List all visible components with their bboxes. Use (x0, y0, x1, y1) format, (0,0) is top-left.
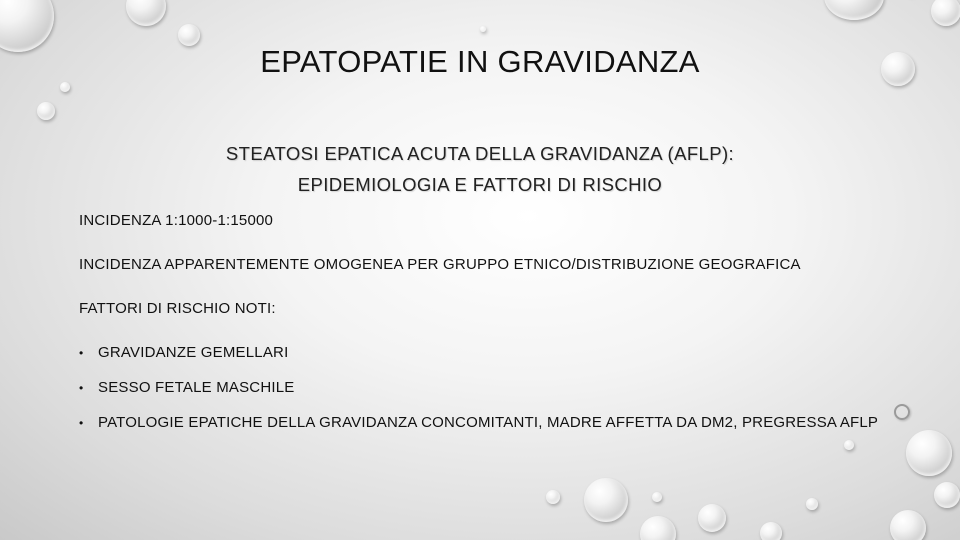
bullet-icon: • (79, 416, 84, 430)
list-item (79, 340, 899, 366)
water-drop-icon (480, 26, 486, 32)
water-drop-icon (584, 478, 628, 522)
slide-body (79, 208, 899, 445)
list-item (79, 375, 899, 401)
water-drop-icon (652, 492, 662, 502)
water-drop-icon (934, 482, 960, 508)
water-drop-icon (890, 510, 926, 540)
subtitle-line: STEATOSI EPATICA ACUTA DELLA GRAVIDANZA (AFLP): (225, 143, 735, 164)
water-drop-icon (640, 516, 676, 540)
water-drop-icon (698, 504, 726, 532)
slide-title: EPATOPATIE IN GRAVIDANZA (260, 44, 700, 79)
water-drop-icon (37, 102, 55, 120)
water-drop-icon (906, 430, 952, 476)
list-item-text: PATOLOGIE EPATICHE DELLA GRAVIDANZA CONCOMITANTI, MADRE AFFETTA DA DM2, PREGRESSA AFLP (98, 414, 879, 431)
water-drop-icon (178, 24, 200, 46)
list-item-text: SESSO FETALE MASCHILE (98, 379, 295, 396)
water-drop-icon (760, 522, 782, 540)
risk-factors-heading: FATTORI DI RISCHIO NOTI: (79, 300, 276, 317)
incidence-text: INCIDENZA 1:1000-1:15000 (79, 212, 274, 229)
water-drop-icon (931, 0, 960, 26)
subtitle-line: EPIDEMIOLOGIA E FATTORI DI RISCHIO (297, 174, 663, 195)
water-drop-icon (60, 82, 70, 92)
water-drop-icon (126, 0, 166, 26)
risk-factors-list (79, 340, 899, 436)
distribution-text: INCIDENZA APPARENTEMENTE OMOGENEA PER GRUPPO ETNICO/DISTRIBUZIONE GEOGRAFICA (79, 256, 801, 273)
list-item-text: GRAVIDANZE GEMELLARI (98, 344, 289, 361)
slide-subtitle (0, 138, 960, 200)
water-drop-icon (806, 498, 818, 510)
water-drop-icon (824, 0, 884, 20)
list-item (79, 410, 899, 436)
bullet-icon: • (79, 346, 84, 360)
bullet-icon: • (79, 381, 84, 395)
water-drop-icon (546, 490, 560, 504)
